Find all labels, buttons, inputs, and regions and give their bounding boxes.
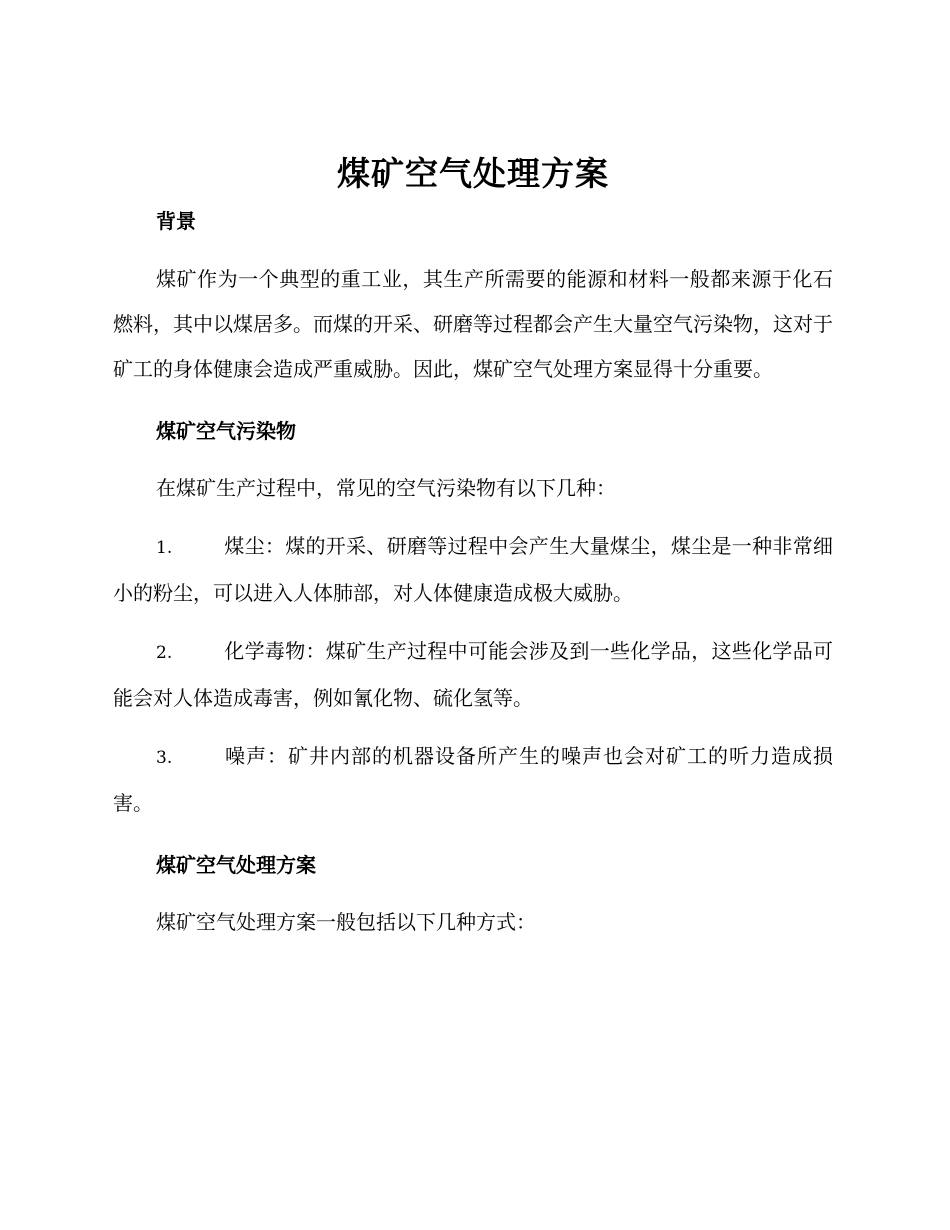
document-title: 煤矿空气处理方案 [337, 154, 609, 193]
pollutants-intro: 在煤矿生产过程中，常见的空气污染物有以下几种： [156, 476, 616, 500]
background-paragraph: 煤矿作为一个典型的重工业，其生产所需要的能源和材料一般都来源于化石燃料，其中以煤居多。而煤的开采、研磨等过程都会产生大量空气污染物，这对于矿工的身体健康会造成严重威胁。因此，煤矿空气处理方案显得十分重要。 [113, 267, 833, 381]
list-item-number: 2. [156, 643, 173, 663]
section-heading-background: 背景 [156, 209, 196, 233]
list-item-number: 3. [156, 748, 173, 768]
list-item [113, 524, 833, 616]
list-item [113, 629, 833, 721]
solutions-intro: 煤矿空气处理方案一般包括以下几种方式： [156, 910, 536, 934]
section-heading-solutions: 煤矿空气处理方案 [156, 853, 316, 877]
list-item-text: 煤尘：煤的开采、研磨等过程中会产生大量煤尘，煤尘是一种非常细小的粉尘，可以进入人体肺部，对人体健康造成极大威胁。 [113, 534, 833, 605]
document-content [113, 146, 833, 945]
list-item [113, 734, 833, 826]
list-item-number: 1. [156, 538, 173, 558]
list-item-text: 噪声：矿井内部的机器设备所产生的噪声也会对矿工的听力造成损害。 [113, 744, 833, 815]
list-item-text: 化学毒物：煤矿生产过程中可能会涉及到一些化学品，这些化学品可能会对人体造成毒害，例如氰化物、硫化氢等。 [113, 639, 833, 710]
pollutants-list [113, 524, 833, 826]
section-heading-pollutants: 煤矿空气污染物 [156, 419, 296, 443]
title-block [113, 146, 833, 202]
